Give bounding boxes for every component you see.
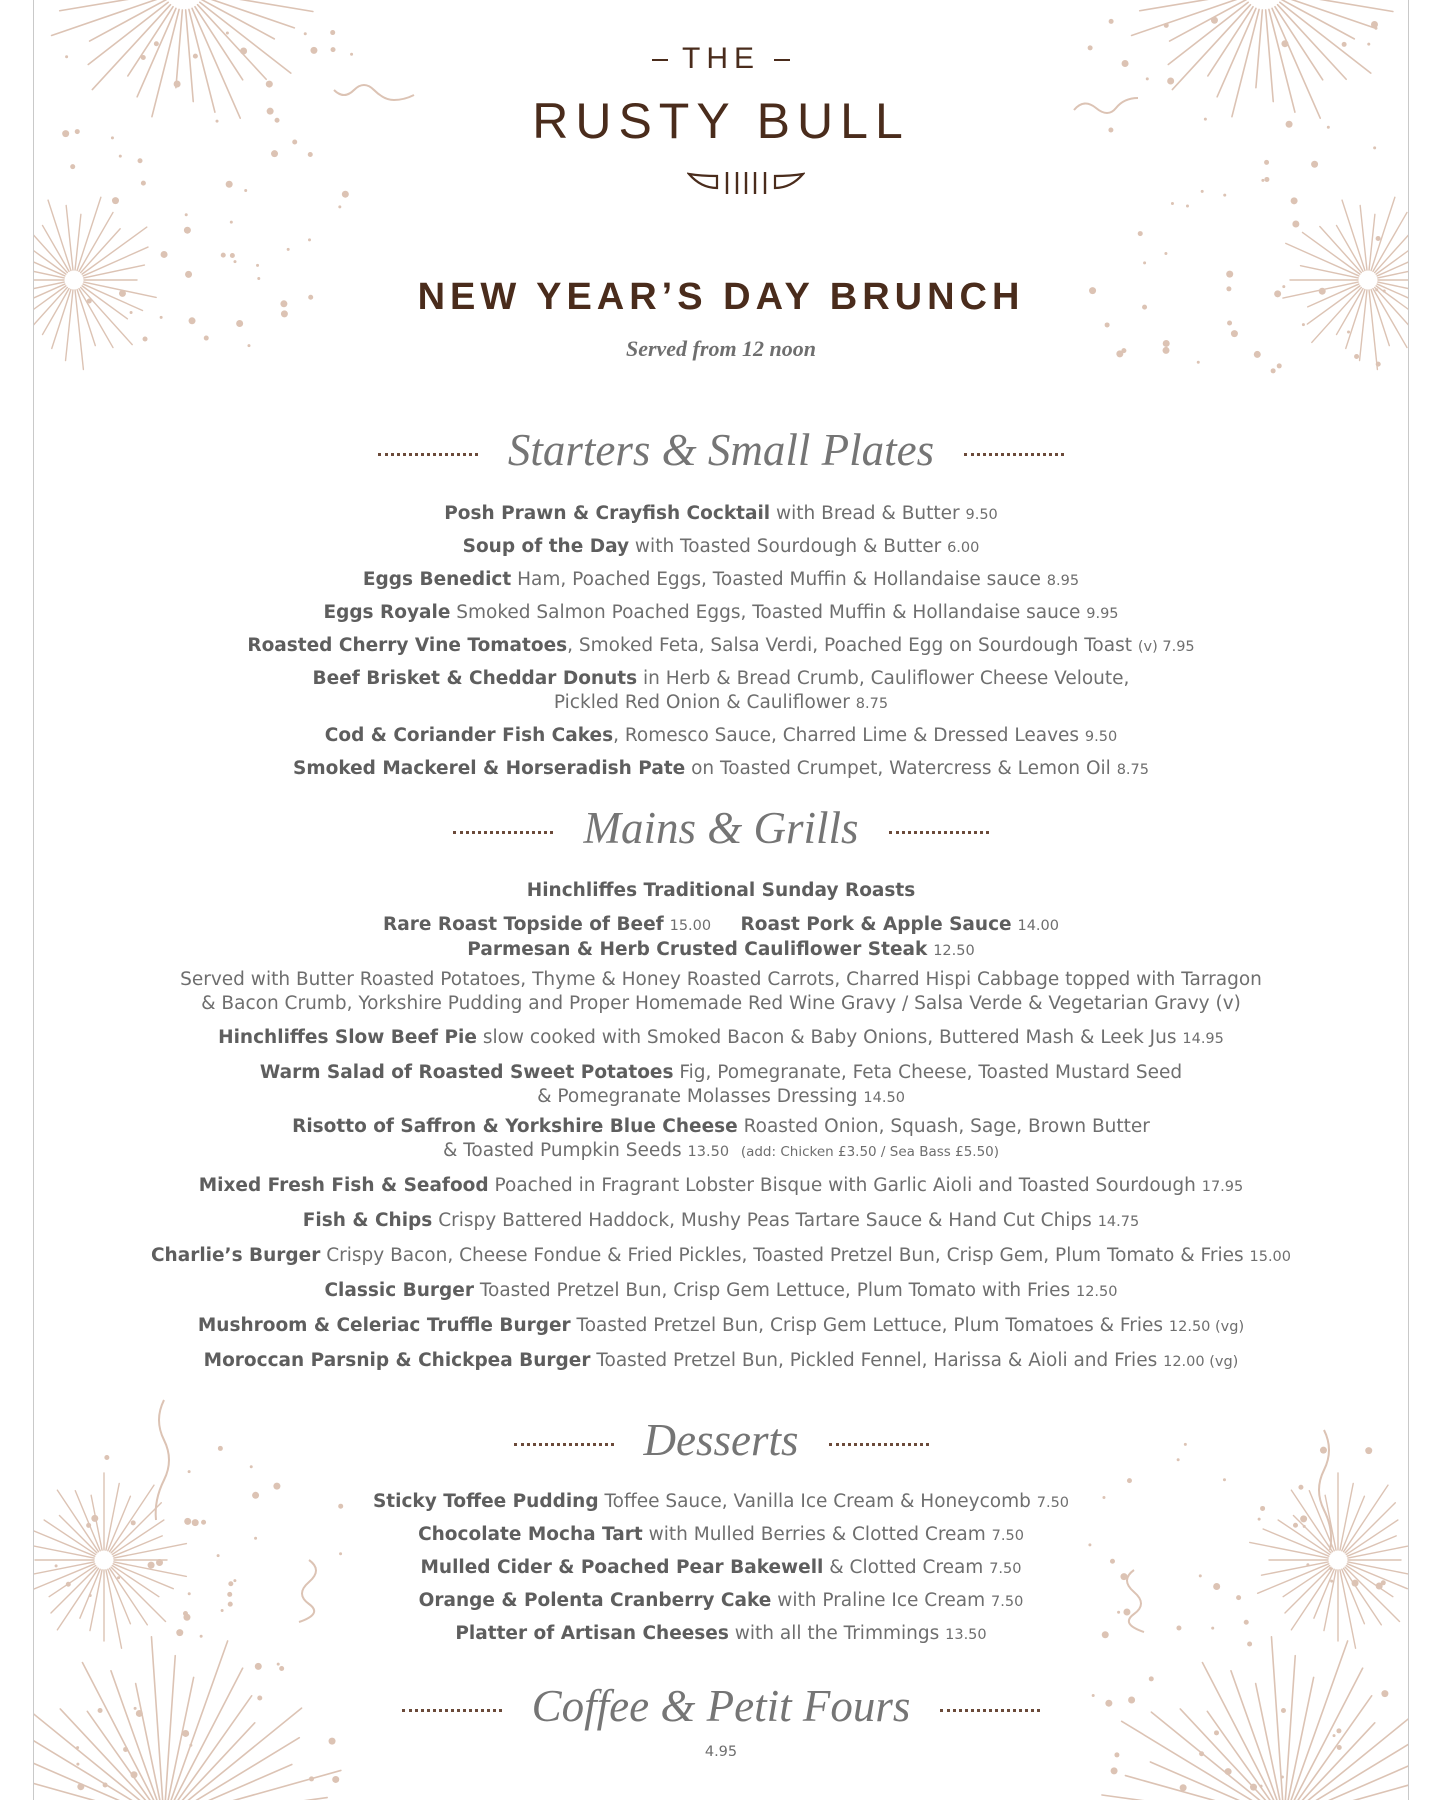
menu-item: Smoked Mackerel & Horseradish Pate on Toasted Crumpet, Watercress & Lemon Oil 8.75 (293, 758, 1149, 779)
event-subtitle: Served from 12 noon (625, 336, 817, 361)
dotted-divider (453, 831, 553, 834)
event-title: NEW YEAR’S DAY BRUNCH (417, 276, 1025, 318)
dotted-divider (378, 453, 478, 456)
dotted-divider (402, 1709, 502, 1712)
dotted-divider (940, 1709, 1040, 1712)
menu-item: Cod & Coriander Fish Cakes, Romesco Sauce, Charred Lime & Dressed Leaves 9.50 (324, 725, 1118, 746)
dotted-divider (829, 1443, 929, 1446)
coffee-price: 4.95 (704, 1744, 738, 1760)
menu-item: Orange & Polenta Cranberry Cake with Praline Ice Cream 7.50 (418, 1590, 1024, 1611)
menu-item: Rare Roast Topside of Beef 15.00 Roast Pork & Apple Sauce 14.00 (382, 914, 1059, 935)
desserts-list (34, 1486, 1408, 1651)
menu-item: Posh Prawn & Crayfish Cocktail with Bread & Butter 9.50 (444, 503, 998, 524)
dotted-divider (889, 831, 989, 834)
menu-item: Moroccan Parsnip & Chickpea Burger Toasted Pretzel Bun, Pickled Fennel, Harissa & Aioli and Fries 12.00 (vg) (203, 1350, 1239, 1371)
section-heading-starters: Starters & Small Plates (34, 424, 1408, 476)
menu-item: Mixed Fresh Fish & Seafood Poached in Fragrant Lobster Bisque with Garlic Aioli and Toasted Sourdough 17.95 (198, 1175, 1244, 1196)
brand-the: THE (34, 42, 1408, 76)
section-heading-coffee: Coffee & Petit Fours (34, 1680, 1408, 1732)
menu-item: Parmesan & Herb Crusted Cauliflower Steak 12.50 (467, 939, 975, 960)
bull-horns-logo-icon (687, 168, 805, 198)
menu-item: Chocolate Mocha Tart with Mulled Berries & Clotted Cream 7.50 (418, 1524, 1024, 1545)
menu-item: Platter of Artisan Cheeses with all the Trimmings 13.50 (455, 1623, 987, 1644)
roasts-served-with: Served with Butter Roasted Potatoes, Thyme & Honey Roasted Carrots, Charred Hispi Cabbage topped with Tarragon & Bacon Crumb, Yorkshire Pudding and Proper Homemade Red Wine Gravy / Salsa Verde & Vegetarian Gravy (v) (180, 969, 1262, 1014)
menu-item: Warm Salad of Roasted Sweet Potatoes Fig, Pomegranate, Feta Cheese, Toasted Mustard Seed & Pomegranate Molasses Dressing 14.50 (259, 1062, 1183, 1107)
menu-page (33, 0, 1409, 1800)
menu-item: Hinchliffes Slow Beef Pie slow cooked with Smoked Bacon & Baby Onions, Buttered Mash & Leek Jus 14.95 (218, 1027, 1224, 1048)
menu-item: Mushroom & Celeriac Truffle Burger Toasted Pretzel Bun, Crisp Gem Lettuce, Plum Tomatoes & Fries 12.50 (vg) (197, 1315, 1245, 1336)
menu-item: Fish & Chips Crispy Battered Haddock, Mushy Peas Tartare Sauce & Hand Cut Chips 14.75 (302, 1210, 1140, 1231)
section-heading-desserts: Desserts (34, 1414, 1408, 1466)
menu-item: Mulled Cider & Poached Pear Bakewell & Clotted Cream 7.50 (420, 1557, 1022, 1578)
menu-item: Risotto of Saffron & Yorkshire Blue Cheese Roasted Onion, Squash, Sage, Brown Butter & Toasted Pumpkin Seeds 13.50 (add: Chicken £3.50 / Sea Bass £5.50) (292, 1116, 1150, 1161)
menu-item: Eggs Royale Smoked Salmon Poached Eggs, Toasted Muffin & Hollandaise sauce 9.95 (323, 602, 1119, 623)
menu-item: Soup of the Day with Toasted Sourdough & Butter 6.00 (462, 536, 980, 557)
dotted-divider (964, 453, 1064, 456)
menu-item: Beef Brisket & Cheddar Donuts in Herb & Bread Crumb, Cauliflower Cheese Veloute, Pickled Red Onion & Cauliflower 8.75 (312, 668, 1130, 713)
menu-item: Sticky Toffee Pudding Toffee Sauce, Vanilla Ice Cream & Honeycomb 7.50 (372, 1491, 1070, 1512)
roasts-title: Hinchliffes Traditional Sunday Roasts (526, 880, 916, 901)
menu-item: Charlie’s Burger Crispy Bacon, Cheese Fondue & Fried Pickles, Toasted Pretzel Bun, Crisp Gem, Plum Tomato & Fries 15.00 (150, 1245, 1292, 1266)
dotted-divider (514, 1443, 614, 1446)
roasts-group (34, 913, 1408, 963)
menu-item: Roasted Cherry Vine Tomatoes, Smoked Feta, Salsa Verdi, Poached Egg on Sourdough Toast (v) 7.95 (247, 635, 1195, 656)
menu-item: Eggs Benedict Ham, Poached Eggs, Toasted Muffin & Hollandaise sauce 8.95 (362, 569, 1080, 590)
mains-list (34, 874, 1408, 1379)
brand-name: RUSTY BULL (532, 93, 910, 149)
menu-item: Classic Burger Toasted Pretzel Bun, Crisp Gem Lettuce, Plum Tomato with Fries 12.50 (324, 1280, 1118, 1301)
section-heading-mains: Mains & Grills (34, 802, 1408, 854)
starters-list (34, 498, 1408, 786)
